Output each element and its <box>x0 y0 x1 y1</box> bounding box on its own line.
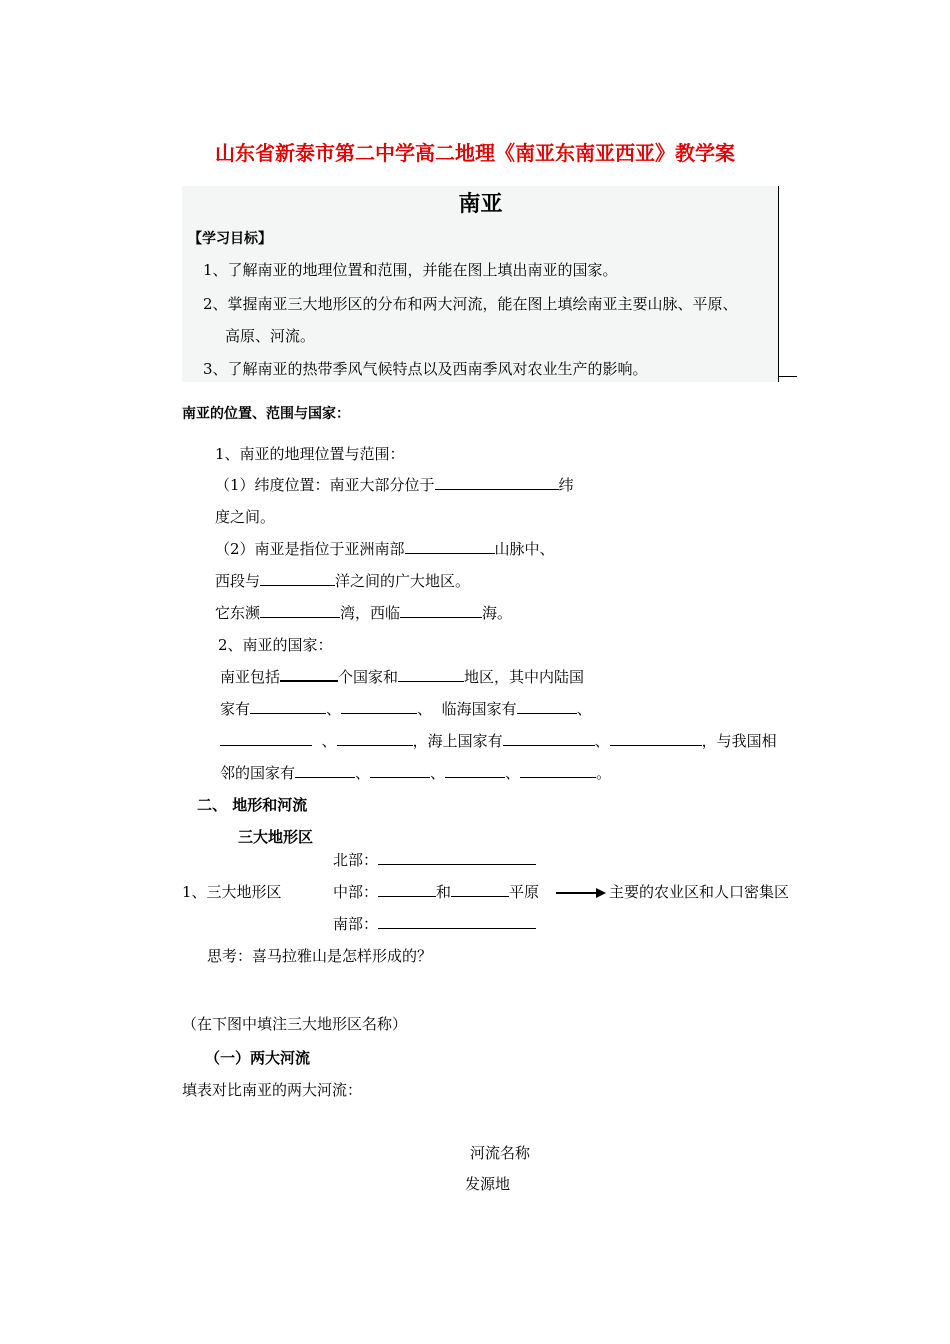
q1-1-cont: 度之间。 <box>215 508 276 526</box>
table-header-river-name: 河流名称 <box>470 1144 531 1162</box>
rivers-intro: 填表对比南亚的两大河流： <box>182 1081 363 1099</box>
goal-item-2: 2、掌握南亚三大地形区的分布和两大河流，能在图上填绘南亚主要山脉、平原、 <box>203 295 738 313</box>
box-tick-rule <box>779 376 797 377</box>
blank-plain-1[interactable] <box>378 882 436 897</box>
blank-region-count[interactable] <box>398 667 464 682</box>
q2-text-f: ，海上国家有 <box>412 732 503 750</box>
blank-neighbor-3[interactable] <box>445 763 505 778</box>
terrain-result: 主要的农业区和人口密集区 <box>609 883 790 901</box>
rivers-heading: （一）两大河流 <box>205 1049 311 1067</box>
blank-plain-2[interactable] <box>451 882 509 897</box>
q1-1-text-a: （1）纬度位置：南亚大部分位于 <box>215 476 435 494</box>
q2-text-c: 地区，其中内陆国 <box>464 668 585 686</box>
blank-coastal-2[interactable] <box>220 731 312 746</box>
blank-landlocked-1[interactable] <box>250 699 326 714</box>
q1-2-text-c: 西段与 <box>215 572 261 590</box>
goal-label: 【学习目标】 <box>188 231 272 247</box>
blank-country-count[interactable] <box>280 666 338 682</box>
separator: 、 <box>505 764 521 782</box>
q1-2-text-e: 它东濒 <box>215 604 261 622</box>
goal-item-2-cont: 高原、河流。 <box>225 327 316 345</box>
q1-2-line <box>215 538 555 559</box>
q1-2-line-2 <box>215 570 470 591</box>
q1-title: 1、南亚的地理位置与范围： <box>215 445 405 463</box>
goal-item-3: 3、了解南亚的热带季风气候特点以及西南季风对农业生产的影响。 <box>203 360 648 378</box>
blank-terrain-north[interactable] <box>378 850 536 865</box>
q2-line-1 <box>220 666 584 687</box>
separator: 、 <box>417 700 433 718</box>
q1-2-line-3 <box>215 602 512 623</box>
q2-end: 。 <box>596 764 612 782</box>
plain-text: 平原 <box>509 883 540 901</box>
separator: 、 <box>594 732 610 750</box>
q2-text-d: 家有 <box>220 700 251 718</box>
blank-latitude[interactable] <box>435 475 559 490</box>
blank-mountain[interactable] <box>405 539 495 554</box>
terrain-label: 1、三大地形区 <box>182 883 282 901</box>
blank-neighbor-4[interactable] <box>520 763 596 778</box>
blank-island-1[interactable] <box>503 731 595 746</box>
table-header-source: 发源地 <box>465 1175 511 1193</box>
blank-bay[interactable] <box>260 603 340 618</box>
terrain-middle-label: 中部： <box>333 883 379 901</box>
separator: 、 <box>326 700 342 718</box>
blank-landlocked-2[interactable] <box>341 699 417 714</box>
blank-island-2[interactable] <box>610 731 702 746</box>
separator: 、 <box>321 732 337 750</box>
separator: 、 <box>355 764 371 782</box>
q1-2-text-f: 湾，西临 <box>340 604 401 622</box>
think-question: 思考：喜马拉雅山是怎样形成的？ <box>207 947 433 965</box>
separator: 、 <box>430 764 446 782</box>
right-arrow-icon <box>556 886 606 900</box>
q2-title: 2、南亚的国家： <box>218 636 333 654</box>
separator: 、 <box>576 700 592 718</box>
section2-heading: 二、 地形和河流 <box>197 796 308 814</box>
q1-2-text-b: 山脉中、 <box>494 540 555 558</box>
q2-line-2 <box>220 698 592 719</box>
document-title: 山东省新泰市第二中学高二地理《南亚东南亚西亚》教学案 <box>215 141 735 165</box>
blank-sea[interactable] <box>400 603 482 618</box>
blank-neighbor-2[interactable] <box>370 763 430 778</box>
blank-coastal-1[interactable] <box>517 699 577 714</box>
q1-2-text-a: （2）南亚是指位于亚洲南部 <box>215 540 405 558</box>
map-note: （在下图中填注三大地形区名称） <box>182 1015 408 1033</box>
blank-ocean[interactable] <box>260 571 335 586</box>
goal-heading: 南亚 <box>458 191 503 217</box>
q2-line-3 <box>220 730 777 751</box>
q1-1-line <box>215 474 574 495</box>
q2-text-e: 临海国家有 <box>441 700 517 718</box>
q2-text-h: 邻的国家有 <box>220 764 296 782</box>
q2-text-a: 南亚包括 <box>220 668 281 686</box>
terrain-south-line <box>333 913 536 934</box>
blank-coastal-3[interactable] <box>337 731 413 746</box>
terrain-north-line <box>333 849 536 870</box>
section2-sub: 三大地形区 <box>238 828 314 846</box>
q2-line-4 <box>220 762 611 783</box>
blank-neighbor-1[interactable] <box>295 763 355 778</box>
and-text: 和 <box>436 883 452 901</box>
q1-2-text-d: 洋之间的广大地区。 <box>335 572 471 590</box>
q1-2-text-g: 海。 <box>482 604 513 622</box>
goal-item-1: 1、了解南亚的地理位置和范围，并能在图上填出南亚的国家。 <box>203 261 618 279</box>
q1-1-text-b: 纬 <box>558 476 574 494</box>
terrain-north-label: 北部： <box>333 851 379 869</box>
blank-terrain-south[interactable] <box>378 914 536 929</box>
q2-text-g: ，与我国相 <box>701 732 777 750</box>
section1-heading: 南亚的位置、范围与国家： <box>182 406 350 422</box>
terrain-south-label: 南部： <box>333 915 379 933</box>
q2-text-b: 个国家和 <box>338 668 399 686</box>
terrain-middle-line <box>333 881 539 902</box>
